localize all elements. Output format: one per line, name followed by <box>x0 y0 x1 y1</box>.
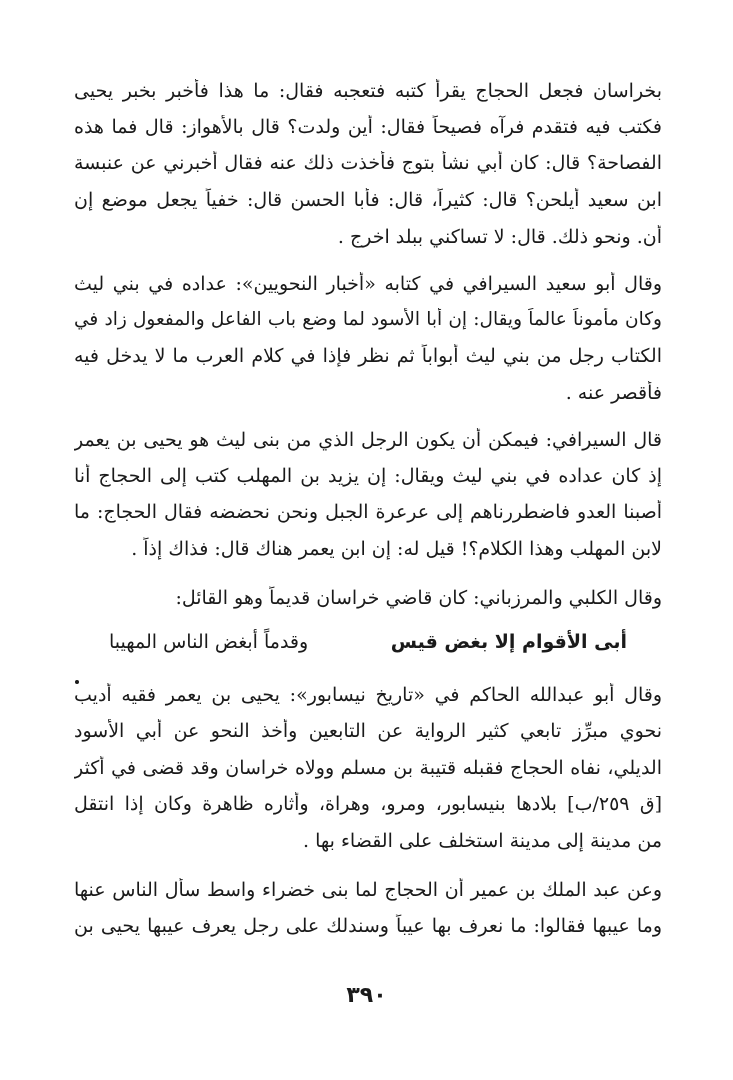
text-line: وقال أبو سعيد السيرافي في كتابه «أخبار النحويين»: عداده في بني ليث <box>74 273 662 295</box>
text-line: إذ كان عداده في بني ليث ويقال: إن يزيد بن المهلب كتب إلى الحجاج أنا <box>74 465 662 487</box>
verse-first-hemistich: أبى الأقوام إلا بغض قيس <box>390 631 627 653</box>
text-line: الديلي، نفاه الحجاج فقبله قتيبة بن مسلم وولاه خراسان وقد قضى في أكثر <box>74 757 662 779</box>
verse-second-hemistich: وقدماً أبغض الناس المهيبا <box>109 631 309 653</box>
text-line: الكتاب رجل من بني ليث أبواباً ثم نظر فإذا في كلام العرب ما لا يدخل فيه <box>74 345 662 367</box>
text-line: وكان مأموناً عالماً ويقال: إن أبا الأسود لما وضع باب الفاعل والمفعول زاد في <box>74 309 662 330</box>
text-line: فأقصر عنه . <box>565 382 662 404</box>
text-line: ابن سعيد أيلحن؟ قال: كثيراً، قال: فأبا الحسن قال: خفياً يجعل موضع إن <box>74 189 662 211</box>
poetry-verse <box>74 631 662 661</box>
text-line: أصبنا العدو فاضطررناهم إلى عرعرة الجبل ونحن نحضضه فقال الحجاج: ما <box>74 501 662 523</box>
text-line: نحوي مبرِّز تابعي كثير الرواية عن التابعين وأخذ النحو عن أبي الأسود <box>74 720 662 742</box>
text-line: أن. ونحو ذلك. قال: لا تساكني ببلد اخرج . <box>337 226 662 248</box>
text-line: فكتب فيه فتقدم فرآه فصيحاً فقال: أين ولدت؟ قال بالأهواز: قال فما هذه <box>74 116 662 138</box>
margin-dot <box>75 680 79 684</box>
text-line: من مدينة إلى مدينة استخلف على القضاء بها . <box>303 830 662 852</box>
text-line: وقال الكلبي والمرزباني: كان قاضي خراسان قديماً وهو القائل: <box>175 587 662 609</box>
text-line: [ق ٢٥٩/ب] بلادها بنيسابور، ومرو، وهراة، وأثاره ظاهرة وكان إذا انتقل <box>74 793 662 815</box>
text-line: الفصاحة؟ قال: كان أبي نشأ بتوج فأخذت ذلك عنه فقال أخبرني عن عنبسة <box>74 152 662 174</box>
text-line: وعن عبد الملك بن عمير أن الحجاج لما بنى خضراء واسط سأل الناس عنها <box>74 879 662 901</box>
text-line: قال السيرافي: فيمكن أن يكون الرجل الذي من بنى ليث هو يحيى بن يعمر <box>74 429 662 451</box>
text-line: بخراسان فجعل الحجاج يقرأ كتبه فتعجبه فقال: ما هذا فأخبر بخبر يحيى <box>74 80 662 102</box>
text-line: وما عيبها فقالوا: ما نعرف بها عيباً وسندلك على رجل يعرف عيبها يحيى بن <box>74 915 662 937</box>
text-line: وقال أبو عبدالله الحاكم في «تاريخ نيسابور»: يحيى بن يعمر فقيه أديب <box>74 684 662 706</box>
text-line: لابن المهلب وهذا الكلام؟! قيل له: إن ابن يعمر هناك قال: فذاك إذاً . <box>131 538 662 560</box>
page-number: ٣٩٠ <box>346 983 387 1008</box>
